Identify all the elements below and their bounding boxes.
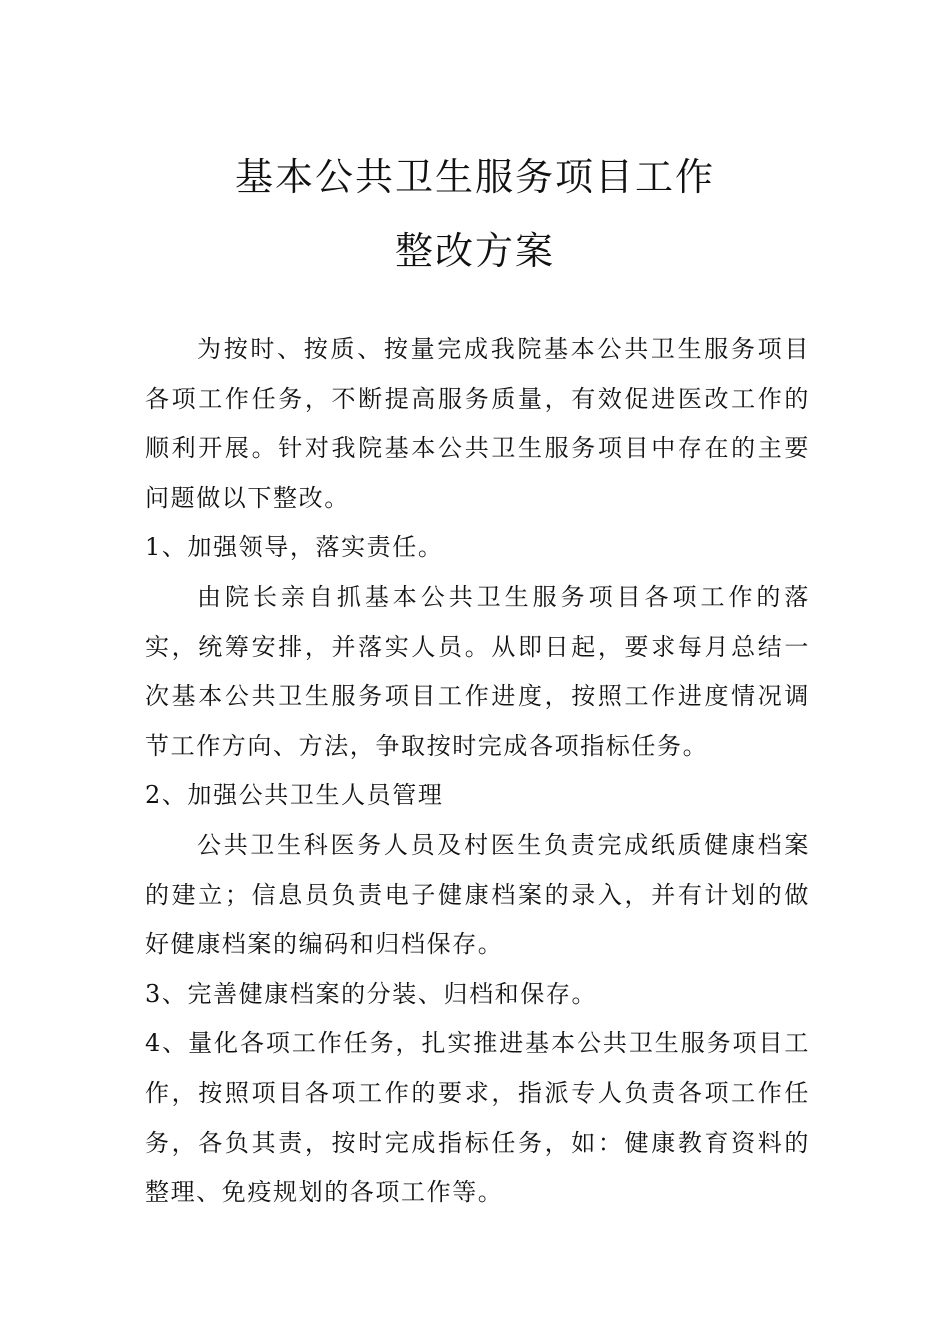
document-body xyxy=(145,325,810,1218)
document-title xyxy=(0,140,950,288)
section-heading-4: 4、量化各项工作任务，扎实推进基本公共卫生服务项目工作，按照项目各项工作的要求，指派专人负责各项工作任务，各负其责，按时完成指标任务，如：健康教育资料的整理、免疫规划的各项工作等。 xyxy=(145,1029,810,1207)
section-heading-3: 3、完善健康档案的分装、归档和保存。 xyxy=(145,979,598,1008)
title-line-1: 基本公共卫生服务项目工作 xyxy=(234,155,715,199)
section-2-paragraph: 公共卫生科医务人员及村医生负责完成纸质健康档案的建立；信息员负责电子健康档案的录入，并有计划的做好健康档案的编码和归档保存。 xyxy=(145,830,810,959)
title-line-2: 整改方案 xyxy=(394,229,555,273)
section-heading-2: 2、加强公共卫生人员管理 xyxy=(145,781,444,810)
section-1-paragraph: 由院长亲自抓基本公共卫生服务项目各项工作的落实，统筹安排，并落实人员。从即日起，要求每月总结一次基本公共卫生服务项目工作进度，按照工作进度情况调节工作方向、方法，争取按时完成各项指标任务。 xyxy=(145,582,810,760)
intro-paragraph: 为按时、按质、按量完成我院基本公共卫生服务项目各项工作任务，不断提高服务质量，有效促进医改工作的顺利开展。针对我院基本公共卫生服务项目中存在的主要问题做以下整改。 xyxy=(145,335,810,512)
section-heading-1: 1、加强领导，落实责任。 xyxy=(145,533,444,562)
